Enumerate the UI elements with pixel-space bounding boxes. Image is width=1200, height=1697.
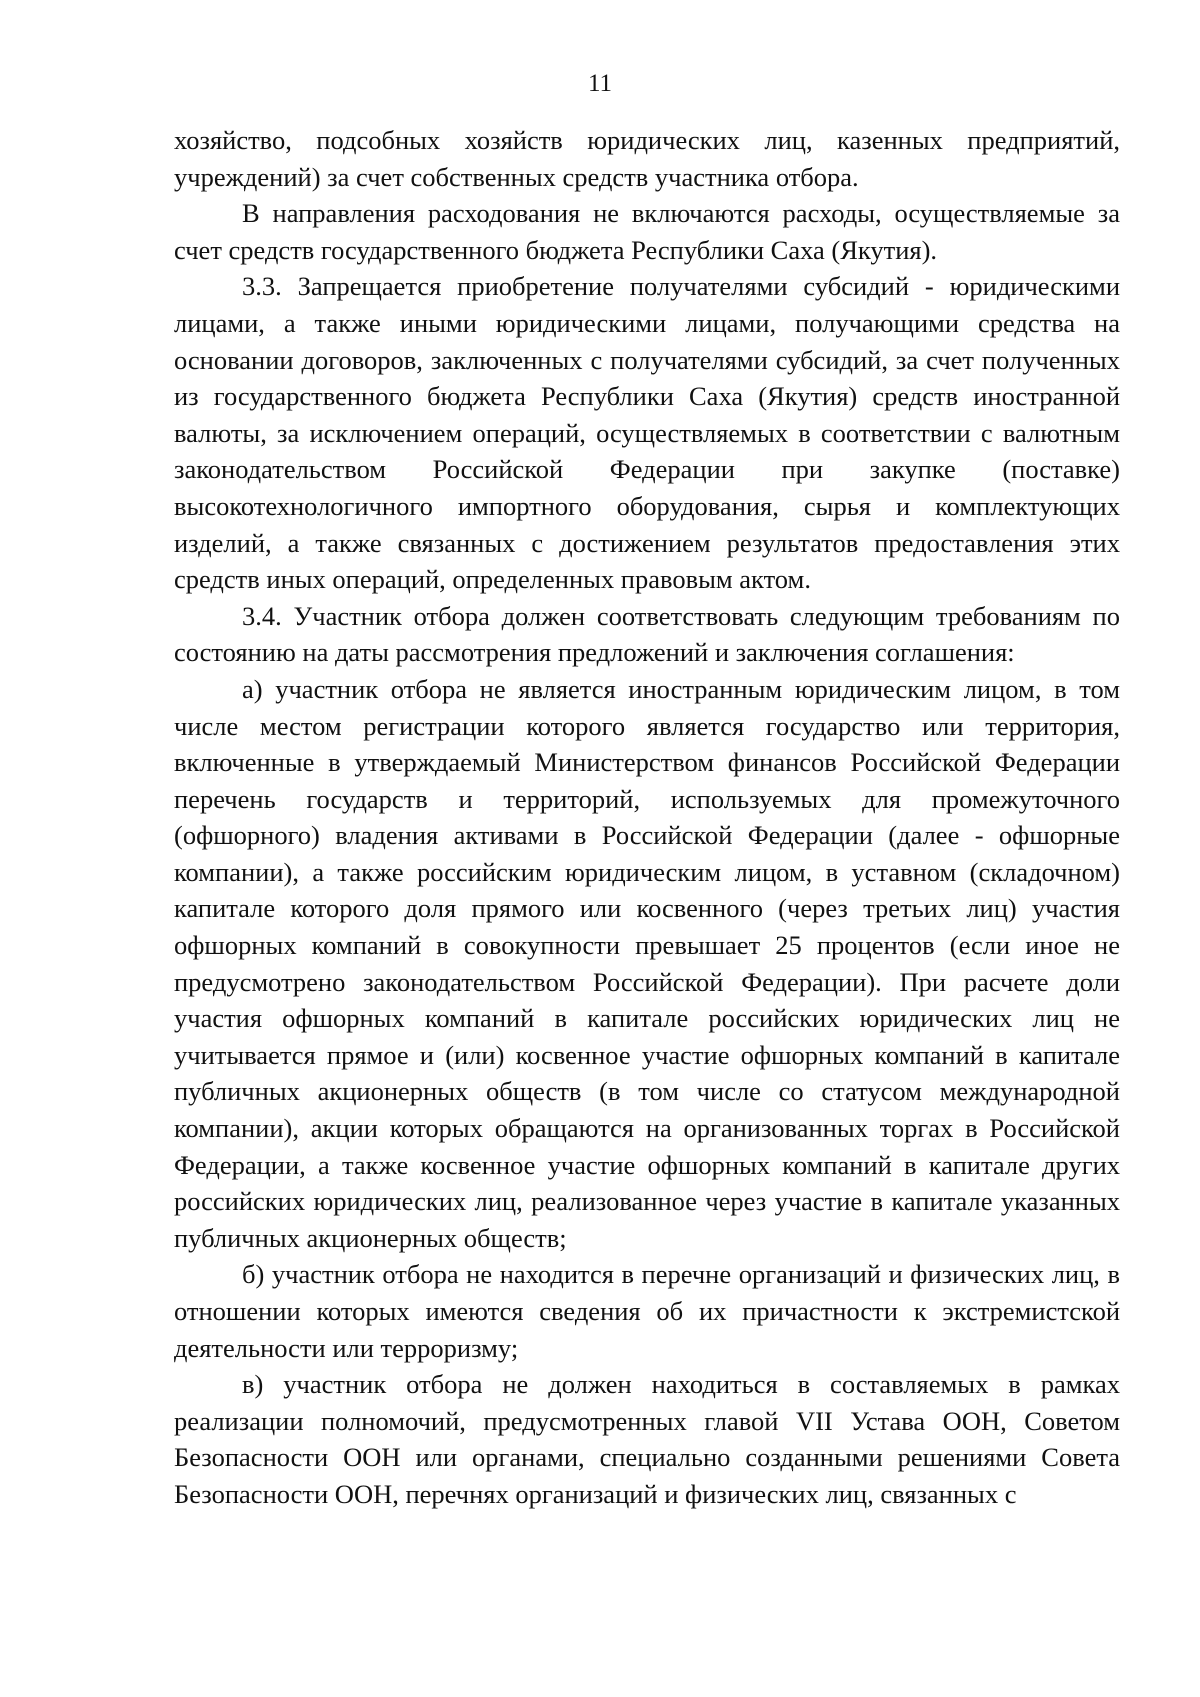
paragraph-section-3-4: 3.4. Участник отбора должен соответствовать следующим требованиям по состоянию на даты рассмотрения предложений и заключения соглашения: [174,600,1120,668]
paragraph-item-a: а) участник отбора не является иностранным юридическим лицом, в том числе местом регистрации которого является государство или территория, включенные в утверждаемый Министерством финансов Российской Федерации перечень государств и территорий, используемых для промежуточного (офшорного) владения активами в Российской Федерации (далее - офшорные компании), а также российским юридическим лицом, в уставном (складочном) капитале которого доля прямого или косвенного (через третьих лиц) участия офшорных компаний в совокупности превышает 25 процентов (если иное не предусмотрено законодательством Российской Федерации). При расчете доли участия офшорных компаний в капитале российских юридических лиц не учитывается прямое и (или) косвенное участие офшорных компаний в капитале публичных акционерных обществ (в том числе со статусом международной компании), акции которых обращаются на организованных торгах в Российской Федерации, а также косвенное участие офшорных компаний в капитале других российских юридических лиц, реализованное через участие в капитале указанных публичных акционерных обществ; [174,673,1120,1253]
paragraph-item-b: б) участник отбора не находится в перечне организаций и физических лиц, в отношении которых имеются сведения об их причастности к экстремистской деятельности или терроризму; [174,1259,1120,1363]
paragraph-item-v: в) участник отбора не должен находиться в составляемых в рамках реализации полномочий, предусмотренных главой VII Устава ООН, Советом Безопасности ООН или органами, специально созданными решениями Совета Безопасности ООН, перечнях организаций и физических лиц, связанных с [174,1369,1120,1509]
document-body [174,122,1120,1513]
page-number: 11 [587,70,613,97]
paragraph-section-3-3: 3.3. Запрещается приобретение получателями субсидий - юридическими лицами, а также иными юридическими лицами, получающими средства на основании договоров, заключенных с получателями субсидий, за счет полученных из государственного бюджета Республики Саха (Якутия) средств иностранной валюты, за исключением операций, осуществляемых в соответствии с валютным законодательством Российской Федерации при закупке (поставке) высокотехнологичного импортного оборудования, сырья и комплектующих изделий, а также связанных с достижением результатов предоставления этих средств иных операций, определенных правовым актом. [174,271,1120,595]
paragraph-continuation: хозяйство, подсобных хозяйств юридических лиц, казенных предприятий, учреждений) за счет собственных средств участника отбора. [174,125,1120,192]
paragraph-expenses-exclusion: В направления расходования не включаются расходы, осуществляемые за счет средств государственного бюджета Республики Саха (Якутия). [174,198,1120,265]
